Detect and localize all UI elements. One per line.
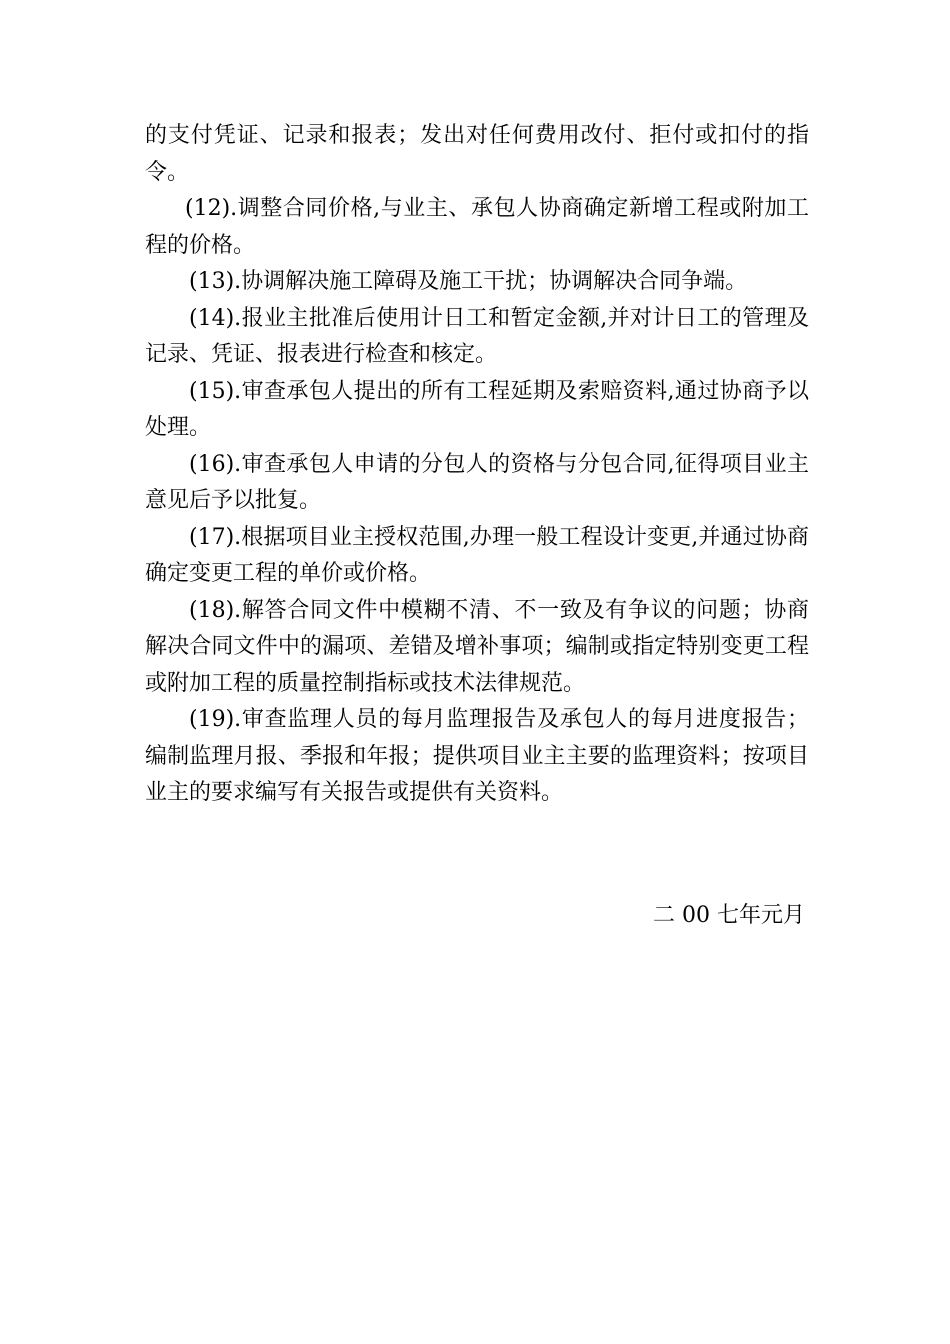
paragraph-item-14: (14).报业主批准后使用计日工和暂定金额,并对计日工的管理及记录、凭证、报表进行检查和核定。 <box>145 305 809 367</box>
paragraph-item-16: (16).审查承包人申请的分包人的资格与分包合同,征得项目业主意见后予以批复。 <box>145 451 809 513</box>
paragraph-item-15: (15).审查承包人提出的所有工程延期及索赔资料,通过协商予以处理。 <box>145 378 809 440</box>
paragraph-item-18: (18).解答合同文件中模糊不清、不一致及有争议的问题；协商解决合同文件中的漏项、差错及增补事项；编制或指定特别变更工程或附加工程的质量控制指标或技术法律规范。 <box>145 597 809 696</box>
document-body <box>145 118 809 812</box>
paragraph-item-12: (12).调整合同价格,与业主、承包人协商确定新增工程或附加工程的价格。 <box>145 196 809 258</box>
paragraph-continuation: 的支付凭证、记录和报表；发出对任何费用改付、拒付或扣付的指令。 <box>145 123 809 185</box>
paragraph-item-17: (17).根据项目业主授权范围,办理一般工程设计变更,并通过协商确定变更工程的单价或价格。 <box>145 524 809 586</box>
paragraph-item-13: (13).协调解决施工障碍及施工干扰；协调解决合同争端。 <box>189 269 748 294</box>
paragraph-item-19: (19).审查监理人员的每月监理报告及承包人的每月进度报告；编制监理月报、季报和年报；提供项目业主主要的监理资料；按项目业主的要求编写有关报告或提供有关资料。 <box>145 707 809 805</box>
document-date: 二 00 七年元月 <box>653 903 805 928</box>
